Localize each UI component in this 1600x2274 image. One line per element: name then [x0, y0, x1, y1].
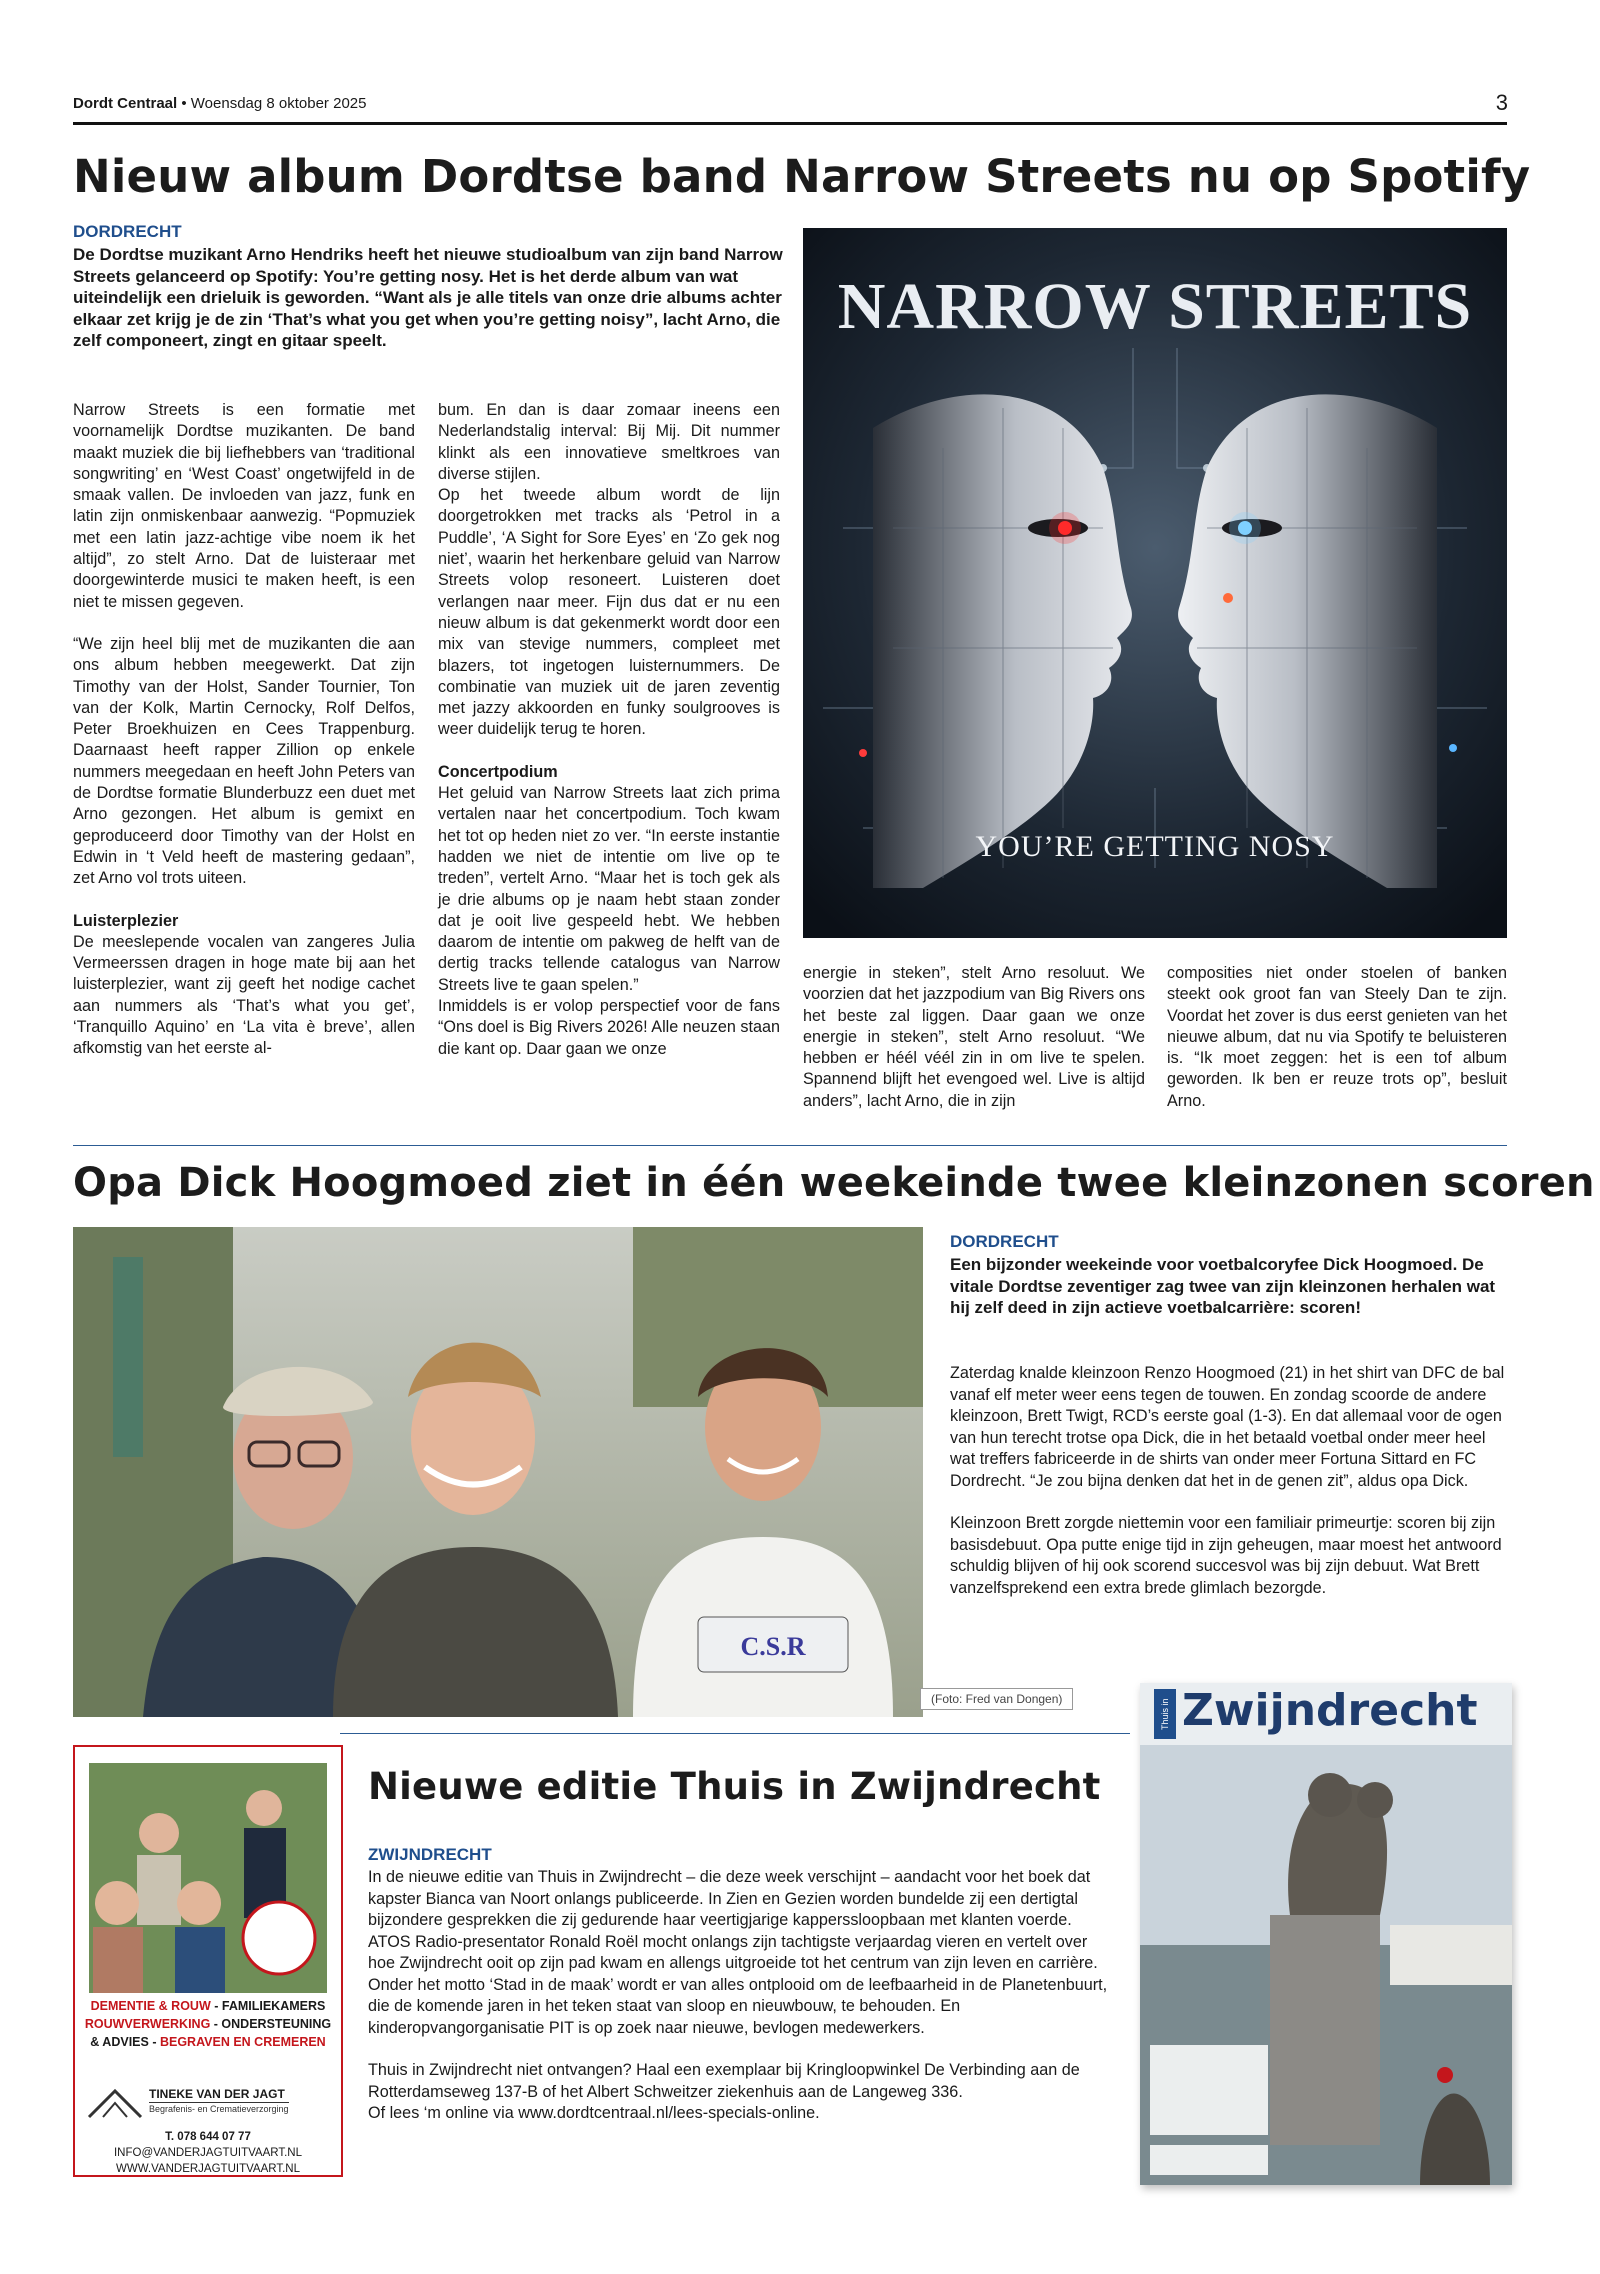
- issue-date: • Woensdag 8 oktober 2025: [181, 95, 367, 112]
- article3-title: Nieuwe editie Thuis in Zwijndrecht: [368, 1765, 1101, 1808]
- ad-brand: TINEKE VAN DER JAGT: [149, 2087, 285, 2101]
- article3-paragraph: Of lees ‘m online via www.dordtcentraal.nl/lees-specials-online.: [368, 2104, 820, 2122]
- article1-paragraph: Op het tweede album wordt de lijn doorgetrokken met tracks als ‘Petrol in a Puddle’, ‘A Sight for Sore Eyes’ en ‘Zo gek nog niet’, waarin het herkenbare geluid van Narrow Streets volop resoneert. Luisteren doet verlangen naar meer. Fijn dus dat er nu een nieuw album is dat gekenmerkt wordt door een mix van stevige nummers, compleet met blazers, tot ingetogen luisternummers. De combinatie van muziek uit de jaren zeventig met jazzy akkoorden en funky soulgrooves is weer duidelijk terug te horen.: [438, 486, 780, 739]
- article2-kicker: DORDRECHT: [950, 1232, 1059, 1251]
- funeral-advertisement[interactable]: [73, 1745, 343, 2177]
- ad-contact: [75, 2129, 341, 2177]
- album-cover-image: [803, 228, 1507, 938]
- ad-phone[interactable]: T. 078 644 07 77: [165, 2131, 251, 2143]
- magazine-prefix: Thuis in: [1154, 1689, 1176, 1739]
- ad-service-text: & ADVIES -: [90, 2035, 160, 2049]
- article1-title: Nieuw album Dordtse band Narrow Streets nu op Spotify: [73, 150, 1531, 203]
- ad-service-text: - ONDERSTEUNING: [210, 2017, 332, 2031]
- article2-body: [950, 1363, 1507, 1620]
- ad-email[interactable]: INFO@VANDERJAGTUITVAART.NL: [113, 2147, 303, 2159]
- ad-brand-sub: Begrafenis- en Crematieverzorging: [149, 2104, 289, 2114]
- ad-logo: [85, 2085, 331, 2121]
- cover-album-title: YOU’RE GETTING NOSY: [975, 830, 1335, 863]
- article3-body: [368, 1867, 1110, 2125]
- article2-lead: Een bijzonder weekeinde voor voetbalcoryfee Dick Hoogmoed. De vitale Dordtse zeventiger zag twee van zijn kleinzonen herhalen wat hij zelf deed in zijn actieve voetbalcarrière: scoren!: [950, 1255, 1496, 1317]
- cover-band-name: NARROW STREETS: [837, 270, 1473, 343]
- article1-kicker: DORDRECHT: [73, 222, 182, 241]
- page-number: 3: [1495, 90, 1508, 115]
- article1-paragraph: Het geluid van Narrow Streets laat zich prima vertalen naar het concertpodium. Toch kwam het tot op heden niet zo ver. “In eerste instantie hadden we niet de intentie om live op te treden”, vertelt Arno. “Maar het is toch gek als je drie albums op je naam hebt staan zonder dat je ooit live gespeeld hebt. We hebben daarom de intentie om pakweg de helft van de dertig tracks tellende catalogus van Narrow Streets live te gaan spelen.”: [438, 784, 780, 994]
- article1-lead: De Dordtse muzikant Arno Hendriks heeft het nieuwe studioalbum van zijn band Narrow Streets gelanceerd op Spotify: You’re getting nosy. Het is het derde album van wat uiteindelijk een drieluik is geworden. “Want als je alle titels van onze drie albums achter elkaar zet krijg je de zin ‘That’s what you get when you’re getting noisy”, lacht Arno, die zelf componeert, zingt en gitaar speelt.: [73, 245, 783, 350]
- ad-service-text: ROUWVERWERKING: [84, 2017, 211, 2031]
- article2-paragraph: Zaterdag knalde kleinzoon Renzo Hoogmoed (21) in het shirt van DFC de bal vanaf elf meter weer eens tegen de touwen. En zondag scoorde de andere kleinzoon, Brett Twigt, RCD’s eerste goal (1-3). En dat allemaal voor de ogen van hun terecht trotse opa Dick, die in het betaald voetbal onder meer heel wat treffers fabriceerde in de shirts van onder meer Fortuna Sittard en FC Dordrecht. “Je zou bijna denken dat het in de genen zit”, aldus opa Dick.: [950, 1364, 1505, 1490]
- house-logo-icon: [85, 2085, 145, 2119]
- shirt-sponsor-text: C.S.R: [740, 1632, 806, 1661]
- ad-services: [75, 1997, 341, 2051]
- page-header: [73, 95, 366, 112]
- photo-credit: (Foto: Fred van Dongen): [920, 1688, 1073, 1710]
- ad-service-text: BEGRAVEN EN CREMEREN: [159, 2035, 326, 2049]
- article2-photo: [73, 1227, 923, 1717]
- article2-paragraph: Kleinzoon Brett zorgde niettemin voor een familiair primeurtje: scoren bij zijn basisdebuut. Opa putte enige tijd in zijn geheugen, maar moest het antwoord schuldig blijven of hij ook scorend succesvol was bij zijn debuut. Wat Brett vanzelfsprekend een extra brede glimlach bezorgde.: [950, 1514, 1502, 1597]
- article1-subheading: Luisterplezier: [73, 911, 179, 930]
- article3-paragraph: Thuis in Zwijndrecht niet ontvangen? Haal een exemplaar bij Kringloopwinkel De Verbinding aan de Rotterdamseweg 137-B of het Albert Schweitzer ziekenhuis aan de Langeweg 336.: [368, 2061, 1080, 2101]
- article3-kicker: ZWIJNDRECHT: [368, 1845, 492, 1864]
- article1-paragraph: De meeslepende vocalen van zangeres Julia Vermeerssen dragen in hoge mate bij aan het luisterplezier, want zij geeft het nodige cachet aan nummers als ‘That’s what you get’, ‘Tranquillo Aquino’ en ‘La vita è breve’, allen afkomstig van het eerste al-: [73, 932, 415, 1058]
- magazine-title: Zwijndrecht: [1182, 1685, 1478, 1736]
- article1-paragraph: composities niet onder stoelen of banken steekt ook groot fan van Steely Dan te zijn. Voordat het zover is dus eerst genieten van het nieuwe album, dat nu via Spotify te beluisteren is. “Ik moet zeggen: het is een tof album geworden. Ik ben er reuze trots op”, besluit Arno.: [1167, 964, 1507, 1110]
- article2-title: Opa Dick Hoogmoed ziet in één weekeinde twee kleinzonen scoren: [73, 1160, 1595, 1206]
- magazine-cover: [1140, 1683, 1512, 2185]
- article1-paragraph: Inmiddels is er volop perspectief voor de fans “Ons doel is Big Rivers 2026! Alle neuzen staan die kant op. Daar gaan we onze: [438, 997, 780, 1058]
- article1-subheading: Concertpodium: [438, 762, 558, 781]
- ad-service-text: - FAMILIEKAMERS: [210, 1999, 326, 2013]
- header-rule: [73, 122, 1507, 125]
- publication-name: Dordt Centraal: [73, 95, 178, 112]
- article1-column-4: [1167, 963, 1507, 1133]
- article3-paragraph: In de nieuwe editie van Thuis in Zwijndrecht – die deze week verschijnt – aandacht voor het boek dat kapster Bianca van Noort onlangs publiceerde. In Zien en Gezien worden bundelde zij een dertigtal bijzondere gesprekken die zij gedurende haar veertigjarige kapperssloopbaan met klanten voerde. ATOS Radio-presentator Ronald Roël mocht onlangs zijn tachtigste verjaardag vieren en vertelt over hoe Zwijndrecht ooit op zijn pad kwam en allengs uitgroeide tot het centrum van zijn leven en carrière. Onder het motto ‘Stad in de maak’ wordt er van alles ontplooid om de leefbaarheid in de Planetenbuurt, die de komende jaren in het teken staat van sloop en nieuwbouw, te behouden. En kinderopvangorganisatie PIT is op zoek naar nieuwe, bevlogen medewerkers.: [368, 1868, 1108, 2037]
- ad-website[interactable]: WWW.VANDERJAGTUITVAART.NL: [115, 2163, 300, 2175]
- article1-paragraph: Narrow Streets is een formatie met voornamelijk Dordtse muzikanten. De band maakt muziek die bij liefhebbers van ‘traditional songwriting’ en ‘West Coast’ ongetwijfeld in de smaak vallen. De invloeden van jazz, funk en latin zijn onmiskenbaar aanwezig. “Popmuziek met een latin jazz-achtige vibe noem ik het altijd”, zo stelt Arno. Dat de luisteraar met doorgewinterde musici te maken heeft, is een niet te missen gegeven.: [73, 401, 415, 611]
- section-divider: [73, 1145, 1507, 1146]
- ad-service-text: DEMENTIE & ROUW: [90, 1999, 211, 2013]
- article1-column-1: [73, 400, 415, 1081]
- article1-column-2: [438, 400, 780, 1081]
- article1-paragraph: “We zijn heel blij met de muzikanten die aan ons album hebben meegewerkt. Dat zijn Timothy van der Holst, Sander Tournier, Ton van der Kolk, Martin Cernocky, Rolf Delfos, Peter Broekhuizen en Cees Trappenburg. Daarnaast heeft rapper Zillion op enkele nummers meegedaan en heeft John Peters van de Dordtse formatie Blunderbuzz een duet met Arno gezongen. Het album is gemixt en geproduceerd door Timothy van der Holst en Edwin in ‘t Veld heeft de mastering gedaan”, zet Arno vol trots uiteen.: [73, 634, 415, 888]
- article1-column-3: [803, 963, 1145, 1133]
- ad-team-photo: [89, 1763, 327, 1993]
- article1-paragraph: bum. En dan is daar zomaar ineens een Nederlandstalig interval: Bij Mij. Dit nummer klinkt als een innovatieve smeltkroes van diverse stijlen.: [438, 401, 780, 483]
- article1-paragraph: energie in steken”, stelt Arno resoluut. We voorzien dat het jazzpodium van Big Rivers ons het beste zal liggen. Daar gaan we onze energie in steken”, stelt Arno resoluut. “We hebben er héél véél zin in om live te spelen. Spannend blijft het evengoed wel. Live is altijd anders”, lacht Arno, die in zijn: [803, 964, 1145, 1110]
- section-divider: [340, 1733, 1130, 1734]
